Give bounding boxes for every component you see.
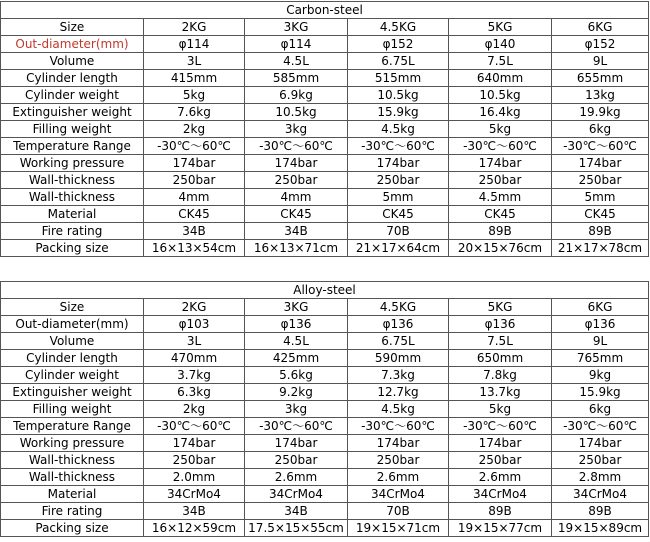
header-cell: 4.5KG [348,299,449,316]
table-cell: 4mm [245,189,348,206]
table-cell: 10.5kg [449,87,552,104]
table-cell: 4.5mm [449,189,552,206]
row-label: Filling weight [1,401,144,418]
row-label: Cylinder length [1,350,144,367]
table-cell: 425mm [245,350,348,367]
row-label: Cylinder weight [1,367,144,384]
table-cell: 250bar [245,172,348,189]
table-cell: 34CrMo4 [552,486,649,503]
table-cell: φ114 [245,36,348,53]
table-cell: -30℃～60℃ [245,418,348,435]
table-row [1,520,649,537]
table-cell: 89B [552,223,649,240]
row-label: Out-diameter(mm) [1,36,144,53]
table-cell: 16×13×71cm [245,240,348,257]
table-cell: 19.9kg [552,104,649,121]
table-cell: 6kg [552,401,649,418]
row-label: Packing size [1,240,144,257]
table-cell: 2.6mm [245,469,348,486]
table-row [1,155,649,172]
table-row [1,469,649,486]
table-cell: -30℃～60℃ [552,138,649,155]
header-cell: 3KG [245,299,348,316]
table-cell: 2.0mm [144,469,245,486]
row-label: Volume [1,53,144,70]
row-label: Cylinder weight [1,87,144,104]
table-cell: 9L [552,53,649,70]
table-cell: 20×15×76cm [449,240,552,257]
table-header-row [1,19,649,36]
table-cell: 5mm [348,189,449,206]
table-cell: 19×15×71cm [348,520,449,537]
table-row [1,70,649,87]
table-cell: -30℃～60℃ [449,418,552,435]
table-cell: 2kg [144,401,245,418]
table-header-row [1,299,649,316]
table-cell: 34B [144,223,245,240]
table-cell: 250bar [348,452,449,469]
table-row [1,104,649,121]
table-cell: 70B [348,223,449,240]
table-cell: 7.3kg [348,367,449,384]
table-cell: -30℃～60℃ [552,418,649,435]
header-cell: 3KG [245,19,348,36]
table-row [1,452,649,469]
table-row [1,435,649,452]
table-cell: 10.5kg [245,104,348,121]
row-label: Packing size [1,520,144,537]
table-cell: φ152 [552,36,649,53]
table-cell: 4.5kg [348,121,449,138]
table-row [1,333,649,350]
header-cell: 6KG [552,299,649,316]
table-cell: 6.75L [348,53,449,70]
row-label: Fire rating [1,503,144,520]
table-cell: 21×17×64cm [348,240,449,257]
table-cell: 174bar [144,155,245,172]
table-cell: 174bar [552,155,649,172]
table-row [1,418,649,435]
table-cell: 640mm [449,70,552,87]
table-cell: φ136 [449,316,552,333]
header-cell: 5KG [449,299,552,316]
row-label: Material [1,486,144,503]
table-cell: 250bar [348,172,449,189]
row-label: Working pressure [1,435,144,452]
alloy-steel-table [0,281,649,537]
table-row [1,486,649,503]
table-cell: 7.8kg [449,367,552,384]
table-cell: 470mm [144,350,245,367]
table-cell: 9L [552,333,649,350]
header-cell: 6KG [552,19,649,36]
table-cell: 765mm [552,350,649,367]
table-cell: φ140 [449,36,552,53]
table-cell: 89B [552,503,649,520]
table-cell: 89B [449,223,552,240]
table-cell: 7.5L [449,333,552,350]
table-cell: 3.7kg [144,367,245,384]
table-cell: 70B [348,503,449,520]
table-cell: 250bar [144,172,245,189]
table-row [1,172,649,189]
table-row [1,53,649,70]
table-cell: 655mm [552,70,649,87]
table-cell: 9kg [552,367,649,384]
table-cell: 4mm [144,189,245,206]
table-cell: 174bar [245,155,348,172]
table-cell: 2.6mm [449,469,552,486]
table-cell: 34CrMo4 [348,486,449,503]
table-row [1,316,649,333]
table-cell: -30℃～60℃ [144,138,245,155]
row-label: Temperature Range [1,138,144,155]
table-cell: CK45 [449,206,552,223]
table-row [1,36,649,53]
table-cell: 2kg [144,121,245,138]
table-cell: CK45 [552,206,649,223]
table-row [1,87,649,104]
table-cell: 5.6kg [245,367,348,384]
table-cell: 16×13×54cm [144,240,245,257]
table-cell: 34CrMo4 [449,486,552,503]
table-cell: φ114 [144,36,245,53]
row-label: Size [1,299,144,316]
table-cell: 250bar [245,452,348,469]
table-cell: 12.7kg [348,384,449,401]
table-row [1,350,649,367]
table-cell: 4.5kg [348,401,449,418]
table-cell: 174bar [348,155,449,172]
table-cell: 6.3kg [144,384,245,401]
table-row [1,367,649,384]
table-cell: -30℃～60℃ [144,418,245,435]
table-cell: 19×15×89cm [552,520,649,537]
table-cell: 6.75L [348,333,449,350]
row-label: Material [1,206,144,223]
table-cell: 6.9kg [245,87,348,104]
table-cell: 174bar [245,435,348,452]
table-row [1,138,649,155]
table-row [1,223,649,240]
row-label: Wall-thickness [1,172,144,189]
table-cell: φ152 [348,36,449,53]
table-cell: 15.9kg [348,104,449,121]
row-label: Temperature Range [1,418,144,435]
table-cell: 5mm [552,189,649,206]
table-row [1,240,649,257]
table-row [1,206,649,223]
row-label: Working pressure [1,155,144,172]
table-cell: -30℃～60℃ [348,138,449,155]
table-title: Carbon-steel [1,2,649,19]
table-cell: 5kg [449,121,552,138]
row-label: Size [1,19,144,36]
table-cell: 174bar [449,155,552,172]
row-label: Wall-thickness [1,452,144,469]
table-cell: 7.6kg [144,104,245,121]
table-row [1,503,649,520]
row-label: Volume [1,333,144,350]
row-label: Extinguisher weight [1,384,144,401]
row-label: Filling weight [1,121,144,138]
row-label: Fire rating [1,223,144,240]
table-cell: 585mm [245,70,348,87]
table-cell: 250bar [552,452,649,469]
table-cell: φ103 [144,316,245,333]
table-cell: 13.7kg [449,384,552,401]
table-cell: 174bar [449,435,552,452]
table-cell: 174bar [144,435,245,452]
table-cell: 10.5kg [348,87,449,104]
table-cell: 9.2kg [245,384,348,401]
table-cell: φ136 [552,316,649,333]
table-cell: 16×12×59cm [144,520,245,537]
table-cell: 2.6mm [348,469,449,486]
table-cell: 415mm [144,70,245,87]
table-cell: 4.5L [245,333,348,350]
carbon-steel-table [0,1,649,257]
table-title: Alloy-steel [1,282,649,299]
row-label: Wall-thickness [1,189,144,206]
table-cell: 34CrMo4 [144,486,245,503]
header-cell: 2KG [144,19,245,36]
table-cell: 15.9kg [552,384,649,401]
row-label: Extinguisher weight [1,104,144,121]
table-cell: 3L [144,333,245,350]
header-cell: 4.5KG [348,19,449,36]
table-cell: 3L [144,53,245,70]
table-cell: 3kg [245,121,348,138]
table-cell: 250bar [449,452,552,469]
table-row [1,401,649,418]
header-cell: 5KG [449,19,552,36]
header-cell: 2KG [144,299,245,316]
table-cell: CK45 [144,206,245,223]
table-cell: 7.5L [449,53,552,70]
table-cell: 250bar [449,172,552,189]
row-label: Out-diameter(mm) [1,316,144,333]
row-label: Wall-thickness [1,469,144,486]
table-row [1,121,649,138]
table-cell: -30℃～60℃ [449,138,552,155]
table-cell: -30℃～60℃ [245,138,348,155]
table-cell: CK45 [348,206,449,223]
table-cell: 4.5L [245,53,348,70]
table-cell: 34B [144,503,245,520]
table-cell: φ136 [348,316,449,333]
table-title-row [1,2,649,19]
table-cell: CK45 [245,206,348,223]
table-cell: -30℃～60℃ [348,418,449,435]
table-cell: 174bar [348,435,449,452]
table-cell: 21×17×78cm [552,240,649,257]
table-row [1,189,649,206]
table-cell: φ136 [245,316,348,333]
table-cell: 17.5×15×55cm [245,520,348,537]
table-cell: 5kg [144,87,245,104]
table-cell: 34CrMo4 [245,486,348,503]
table-cell: 6kg [552,121,649,138]
table-cell: 16.4kg [449,104,552,121]
table-cell: 2.8mm [552,469,649,486]
table-cell: 650mm [449,350,552,367]
row-label: Cylinder length [1,70,144,87]
table-cell: 590mm [348,350,449,367]
table-cell: 34B [245,503,348,520]
table-cell: 250bar [552,172,649,189]
table-cell: 19×15×77cm [449,520,552,537]
table-cell: 3kg [245,401,348,418]
table-cell: 89B [449,503,552,520]
table-cell: 5kg [449,401,552,418]
table-cell: 34B [245,223,348,240]
table-cell: 250bar [144,452,245,469]
table-cell: 174bar [552,435,649,452]
table-title-row [1,282,649,299]
table-cell: 515mm [348,70,449,87]
table-row [1,384,649,401]
table-cell: 13kg [552,87,649,104]
